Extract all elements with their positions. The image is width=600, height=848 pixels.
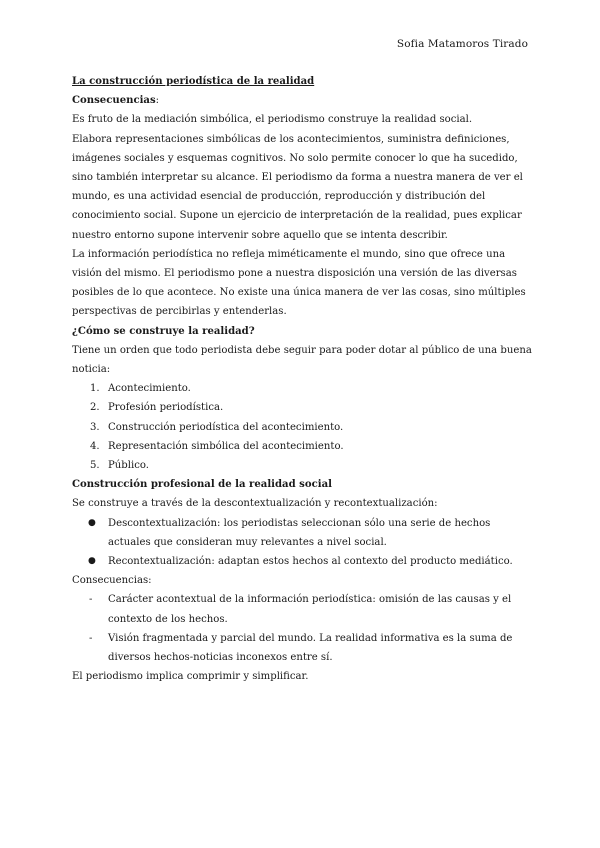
paragraph: Tiene un orden que todo periodista debe seguir para poder dotar al público de una buena noticia: bbox=[72, 344, 532, 376]
list-item bbox=[72, 456, 534, 475]
section-consecuencias-heading bbox=[72, 91, 534, 110]
dash-icon: - bbox=[89, 594, 93, 606]
bullet-icon: ● bbox=[88, 556, 96, 567]
list-text: Visión fragmentada y parcial del mundo. La realidad informativa es la suma de diversos hechos-noticias inconexos entre sí. bbox=[108, 632, 513, 664]
list-number: 2. bbox=[90, 402, 100, 414]
paragraph: Se construye a través de la descontextualización y recontextualización: bbox=[72, 498, 438, 510]
list-item bbox=[72, 379, 534, 398]
list-text: Descontextualización: los periodistas seleccionan sólo una serie de hechos actuales que consideran muy relevantes a nivel social. bbox=[108, 517, 491, 548]
list-text: Recontextualización: adaptan estos hechos al contexto del producto mediático. bbox=[108, 556, 513, 568]
author-name: Sofia Matamoros Tirado bbox=[396, 38, 528, 50]
consequences-label: Consecuencias: bbox=[72, 575, 152, 587]
list-number: 1. bbox=[90, 383, 100, 395]
list-item bbox=[72, 398, 534, 417]
list-number: 3. bbox=[90, 421, 100, 433]
paragraph: Es fruto de la mediación simbólica, el periodismo construye la realidad social. bbox=[72, 114, 473, 126]
list-item bbox=[72, 590, 534, 628]
list-item bbox=[72, 437, 534, 456]
bullet-icon: ● bbox=[88, 517, 96, 528]
document-title: La construcción periodística de la realidad bbox=[72, 76, 315, 87]
list-item bbox=[72, 418, 534, 437]
document-body bbox=[72, 72, 534, 687]
section-construccion-heading: Construcción profesional de la realidad social bbox=[72, 479, 332, 491]
list-item bbox=[72, 629, 534, 667]
list-item bbox=[72, 552, 534, 571]
numbered-list bbox=[72, 379, 534, 475]
list-number: 5. bbox=[90, 460, 100, 472]
list-item bbox=[72, 514, 534, 552]
list-text: Construcción periodística del acontecimiento. bbox=[108, 421, 344, 433]
paragraph: La información periodística no refleja miméticamente el mundo, sino que ofrece una visión del mismo. El periodismo pone a nuestra disposición una versión de las diversas posibles de lo que acontece. No existe una única manera de ver las cosas, sino múltiples perspectivas de percibirlas y entenderlas. bbox=[72, 248, 526, 318]
closing-sentence: El periodismo implica comprimir y simplificar. bbox=[72, 671, 309, 683]
list-text: Acontecimiento. bbox=[108, 383, 191, 395]
dash-icon: - bbox=[89, 632, 93, 644]
dash-list bbox=[72, 590, 534, 667]
list-text: Carácter acontextual de la información periodística: omisión de las causas y el contexto de los hechos. bbox=[108, 594, 512, 625]
section-como-heading: ¿Cómo se construye la realidad? bbox=[72, 325, 255, 337]
heading-text: Consecuencias bbox=[72, 95, 156, 107]
bullet-list bbox=[72, 514, 534, 572]
list-number: 4. bbox=[90, 440, 100, 452]
list-text: Público. bbox=[108, 460, 149, 472]
list-text: Representación simbólica del acontecimiento. bbox=[108, 440, 344, 452]
list-text: Profesión periodística. bbox=[108, 402, 224, 414]
paragraph: Elabora representaciones simbólicas de los acontecimientos, suministra definiciones, imágenes sociales y esquemas cognitivos. No solo permite conocer lo que ha sucedido, sino también interpretar su alcance. El periodismo da forma a nuestra manera de ver el mundo, es una actividad esencial de producción, reproducción y distribución del conocimiento social. Supone un ejercicio de interpretación de la realidad, pues explicar nuestro entorno supone intervenir sobre aquello que se intenta describir. bbox=[72, 133, 523, 241]
heading-colon: : bbox=[155, 95, 160, 107]
